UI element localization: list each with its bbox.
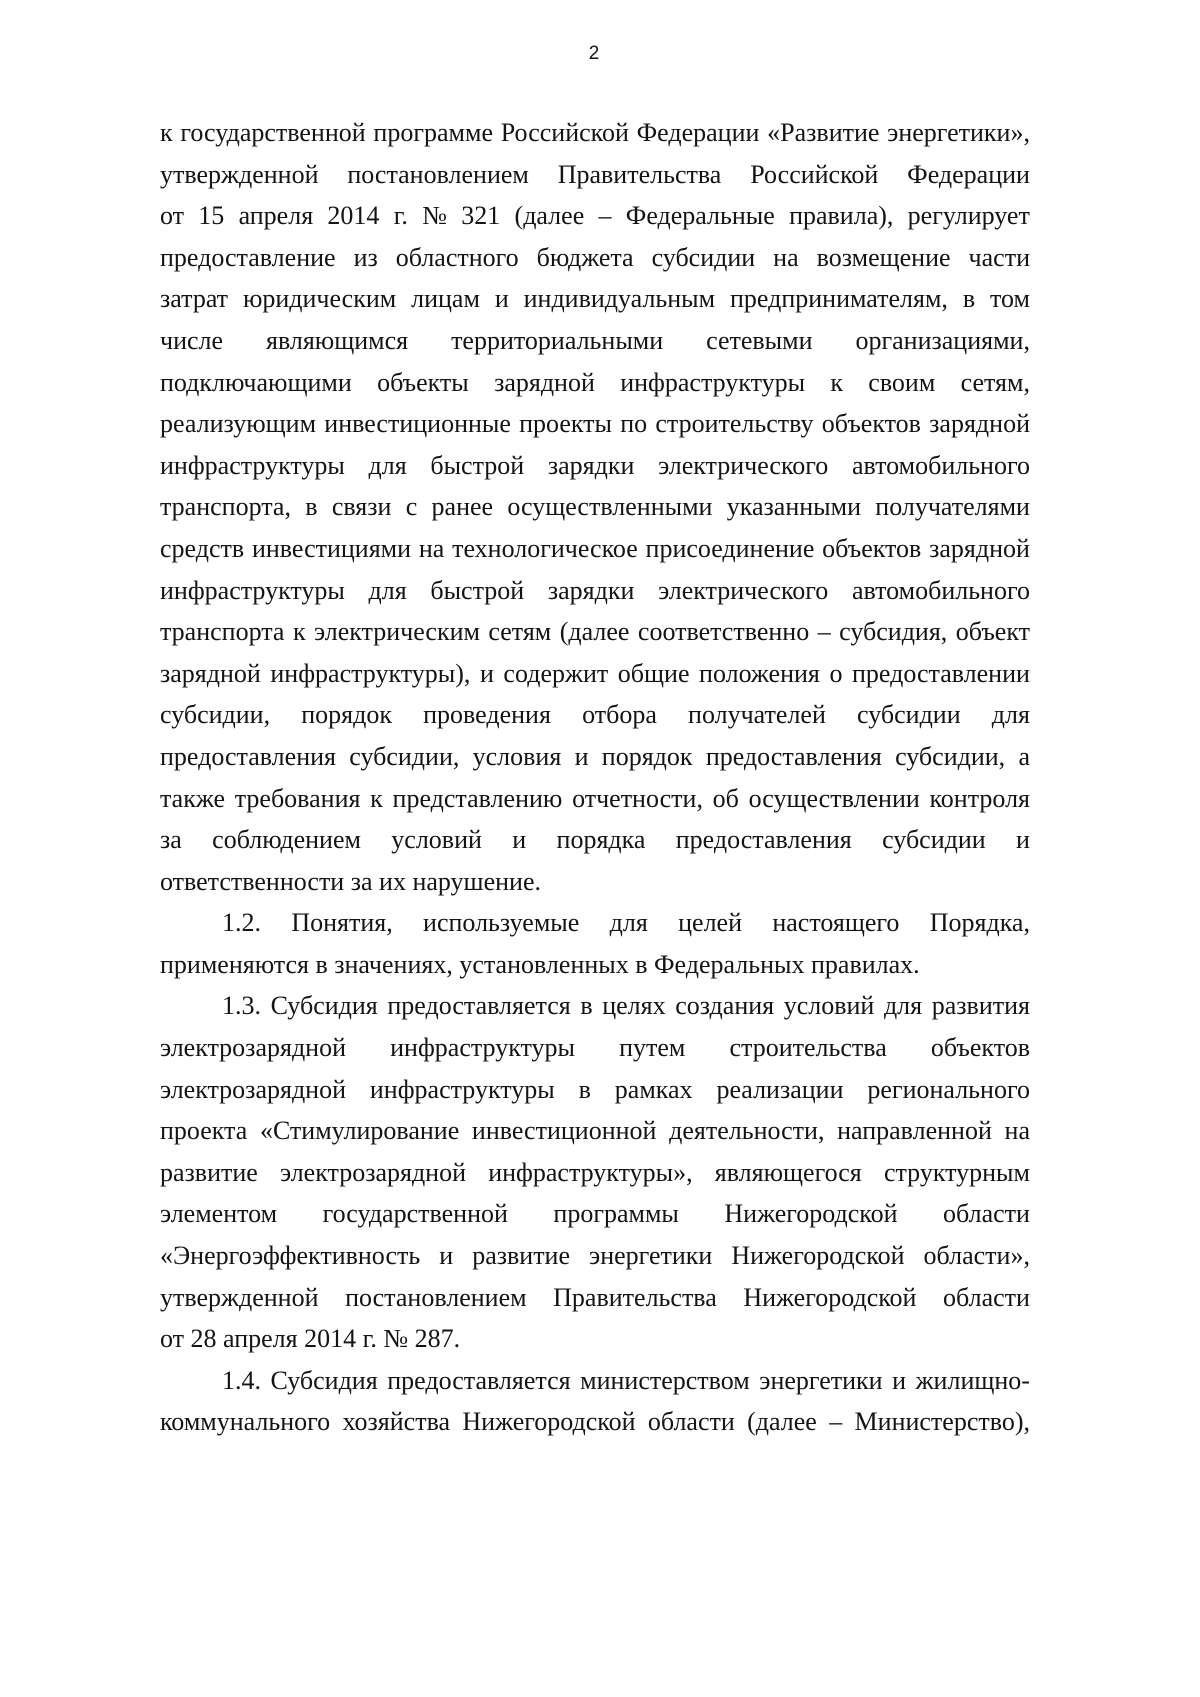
word: 1.2. [222,908,261,938]
word: к [292,617,306,647]
word: на [418,533,445,563]
text-line [160,528,1030,570]
word: деятельности, [669,1116,825,1146]
word: государственной [180,118,366,147]
text-line [160,653,1030,695]
word: в [962,284,976,314]
word: Понятия, [291,908,393,938]
word: предоставления [705,741,882,771]
word: утвержденной [160,1282,319,1312]
word: зарядной [929,533,1030,563]
text-line [160,1235,1030,1277]
word: 1.3. [222,991,261,1021]
word: предоставляется [387,991,571,1021]
word: содержит [503,658,609,688]
word: рамках [614,1074,693,1104]
word: целях [602,991,666,1021]
text-line [160,362,1030,404]
word: об [712,783,739,813]
word: (далее [747,1407,817,1437]
word: реализующим [160,409,317,439]
word: электрического [658,575,829,605]
word: настоящего [772,908,900,938]
word: объект [955,617,1030,647]
text-line [160,320,1030,362]
word: автомобильного [851,450,1030,480]
word: осуществленными [507,492,713,522]
text-line [160,819,1030,861]
word: предоставления [160,741,336,771]
word: – [817,617,831,647]
word: проекта [160,1116,248,1146]
word: бюджета [536,242,634,272]
word: электрозарядной [280,1157,467,1187]
word: регулирует [907,201,1030,231]
word: инфраструктуры [160,575,345,605]
word: а [1018,741,1030,771]
word: инфраструктуры [390,1033,575,1063]
word: коммунального [160,1407,331,1437]
text-line [160,1277,1030,1319]
word: юридическим [242,284,397,314]
word: субсидии [857,700,961,730]
word: министерством [580,1365,750,1395]
word: и [1016,825,1030,855]
word: к [830,367,843,397]
word: средств [160,533,245,563]
word: также [160,783,226,813]
word: Субсидия [270,991,378,1021]
word: и [574,741,589,771]
word: территориальными [451,325,664,355]
word: технологическое [452,533,638,563]
word: индивидуальным [523,284,716,314]
word: о [829,658,843,688]
text-line: от 28 апреля 2014 г. № 287. [160,1324,461,1354]
text-line [160,1193,1030,1235]
word: подключающими [160,367,352,397]
word: Федерации [907,159,1030,189]
word: из [353,242,378,272]
word: предоставление [160,242,336,272]
word: развития [931,991,1030,1021]
word: структурным [883,1157,1030,1187]
word: создания [675,991,775,1021]
word: присоединение [645,533,815,563]
word: представлению [392,783,563,813]
text-line [160,195,1030,237]
word: направленной [837,1116,992,1146]
word: 321 [461,201,501,231]
word: Нижегородской [724,1199,898,1229]
word: апреля [238,201,314,231]
text-line [160,1069,1030,1111]
text-line [160,778,1030,820]
word: 15 [198,201,225,231]
word: и [479,658,494,688]
text-line [160,985,1030,1027]
word: положения [699,658,820,688]
word: осуществлении [748,783,920,813]
word: энергетики [589,1241,713,1271]
word: Нижегородской [731,1241,905,1271]
paragraph-1-3 [160,985,1030,1359]
paragraph-intro-continuation [160,112,1030,902]
word: затрат [160,284,229,314]
word: 2014 [327,201,380,231]
word: зарядки [547,575,635,605]
word: инфраструктуры), [270,658,471,688]
text-line [160,694,1030,736]
word: объекты [377,367,469,397]
word: области [943,1199,1030,1229]
word: получателей [688,700,826,730]
word: реализации [716,1074,844,1104]
word: областного [395,242,519,272]
word: строительству [655,409,814,439]
word: и [439,1241,454,1271]
word: для [368,450,407,480]
word: электрозарядной [160,1074,346,1104]
text-line [160,237,1030,279]
word: области [647,1407,735,1437]
word: требования [234,783,361,813]
word: электрическим [314,617,480,647]
word: субсидии, [160,700,271,730]
word: транспорта, [160,492,291,522]
word: автомобильного [851,575,1030,605]
word: зарядной [929,409,1030,439]
text-line [160,1027,1030,1069]
word: объектов [822,533,922,563]
text-line: применяются в значениях, установленных в Федеральных правилах. [160,949,920,979]
word: инфраструктуры», [488,1157,693,1187]
word: по [620,409,648,439]
word: соблюдением [212,825,361,855]
word: – [829,1407,843,1437]
word: на [1004,1116,1030,1146]
paragraph-1-4 [160,1360,1030,1443]
word: инфраструктуры [369,1074,555,1104]
word: объектов [930,1033,1030,1063]
word: для [368,575,407,605]
word: субсидии, [349,741,460,771]
text-line [160,570,1030,612]
word: в [578,1074,591,1104]
text-line [160,1152,1030,1194]
word: за [160,825,182,855]
word: элементом [160,1199,278,1229]
word: Федерации [636,118,760,147]
word: строительства [729,1033,887,1063]
word: утвержденной [160,159,319,189]
word: том [990,284,1030,314]
word: к [370,783,383,813]
word: – [598,201,612,231]
word: субсидия, [839,617,948,647]
word: Российской [750,159,879,189]
word: субсидии [882,825,986,855]
word: используемые [423,908,580,938]
word: постановлением [347,159,529,189]
word: (далее [559,617,630,647]
word: Порядка, [929,908,1030,938]
word: «Стимулирование [259,1116,460,1146]
word: являющимся [265,325,409,355]
word: инвестиционной [471,1116,657,1146]
word: регионального [867,1074,1030,1104]
word: электрозарядной [160,1033,346,1063]
word: предоставляется [387,1365,571,1395]
word: для [991,700,1030,730]
text-line [160,1401,1030,1443]
word: хозяйства [342,1407,451,1437]
word: лицам [411,284,480,314]
word: порядка [556,825,646,855]
word: числе [160,325,224,355]
text-line [160,403,1030,445]
word: зарядки [547,450,635,480]
word: предпринимателям, [730,284,948,314]
word: в [305,492,318,522]
word: постановлением [345,1282,527,1312]
word: связи [331,492,392,522]
word: условий [391,825,482,855]
word: условий [783,991,875,1021]
word: предоставлении [851,658,1030,688]
text-line [160,112,1030,154]
word: части [968,242,1030,272]
word: субсидии [651,242,756,272]
word: Министерство), [854,1407,1030,1437]
word: указанными [726,492,861,522]
word: и [494,284,509,314]
word: инфраструктуры [160,450,345,480]
word: Субсидия [270,1365,378,1395]
word: целей [678,908,743,938]
word: программы [553,1199,679,1229]
word: своим [868,367,936,397]
text-line: ответственности за их нарушение. [160,866,541,896]
word: сетевыми [706,325,813,355]
text-line [160,736,1030,778]
word: г. [393,201,408,231]
word: на [773,242,799,272]
text-line [160,486,1030,528]
word: (далее [514,201,585,231]
text-line [160,154,1030,196]
word: общие [617,658,690,688]
text-line [160,902,1030,944]
word: Нижегородской [462,1407,636,1437]
word: и [512,825,527,855]
word: сетям [488,617,552,647]
word: правила), [789,201,894,231]
word: для [609,908,648,938]
word: № [422,201,447,231]
word: развитие [160,1157,258,1187]
word: отчетности, [572,783,703,813]
word: проекты [519,409,613,439]
word: государственной [322,1199,508,1229]
word: Правительства [557,159,722,189]
word: инвестиционные [324,409,511,439]
word: соответственно [637,617,810,647]
text-line [160,611,1030,653]
word: субсидии, [895,741,1006,771]
word: развитие [472,1241,571,1271]
word: «Энергоэффективность [160,1241,421,1271]
word: получателями [875,492,1030,522]
word: являющегося [714,1157,862,1187]
word: энергетики [759,1365,883,1395]
word: к [160,118,173,147]
word: объектов [821,409,921,439]
word: электрического [658,450,829,480]
word: 1.4. [222,1365,261,1395]
word: Нижегородской [743,1282,917,1312]
word: порядок [601,741,693,771]
word: возмещение [816,242,951,272]
word: Правительства [553,1282,717,1312]
word: программе [373,118,493,147]
document-body [160,112,1030,1443]
word: зарядной [494,367,595,397]
word: от [160,201,185,231]
word: условия [472,741,562,771]
word: энергетики», [887,118,1030,147]
word: проведения [423,700,551,730]
word: «Развитие [767,118,880,147]
word: быстрой [430,575,525,605]
word: путем [619,1033,686,1063]
word: организациями, [855,325,1030,355]
text-line [160,278,1030,320]
word: области», [923,1241,1030,1271]
word: отбора [582,700,657,730]
word: Федеральные [625,201,775,231]
text-line [160,1360,1030,1402]
word: порядок [301,700,392,730]
text-line [160,445,1030,487]
word: сетям, [960,367,1030,397]
word: в [580,991,593,1021]
word: предоставления [675,825,852,855]
word: и [892,1365,907,1395]
word: Российской [500,118,629,147]
word: зарядной [160,658,261,688]
word: транспорта [160,617,285,647]
page-number: 2 [588,43,600,64]
word: контроля [929,783,1030,813]
word: ранее [431,492,494,522]
word: области [943,1282,1030,1312]
word: для [883,991,923,1021]
word: быстрой [430,450,525,480]
word: жилищно- [915,1365,1030,1395]
word: инвестициями [251,533,412,563]
paragraph-1-2 [160,902,1030,985]
word: инфраструктуры [620,367,806,397]
word: с [405,492,418,522]
text-line [160,1110,1030,1152]
